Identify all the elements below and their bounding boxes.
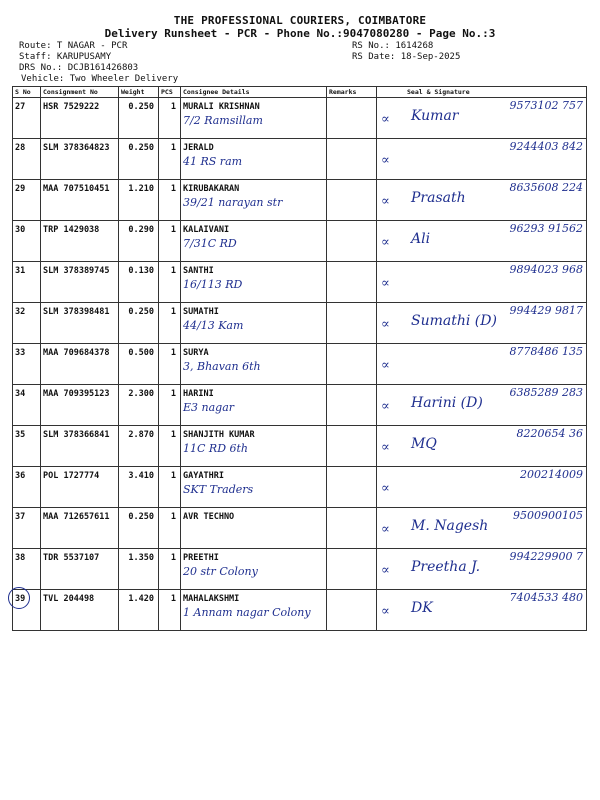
handwritten-address: E3 nagar: [183, 401, 235, 414]
signature-mark: ∝: [381, 112, 390, 127]
signature-cell: [377, 385, 587, 426]
sno-text: 36: [15, 471, 26, 481]
col-header: Consignee Details: [181, 87, 327, 98]
sno-text: 37: [15, 512, 26, 522]
weight-text: 0.250: [128, 143, 154, 153]
signature-mark: ∝: [381, 358, 390, 373]
weight-cell: [119, 221, 159, 262]
sno-text: 29: [15, 184, 26, 194]
sno-cell: [13, 426, 41, 467]
weight-text: 1.210: [128, 184, 154, 194]
signature-cell: [377, 98, 587, 139]
consignee-cell: [181, 98, 327, 139]
handwritten-address: 44/13 Kam: [183, 319, 244, 332]
pcs-text: 1: [170, 184, 176, 194]
table-header-row: [13, 87, 587, 98]
remarks-cell: [327, 262, 377, 303]
signature-mark: ∝: [381, 604, 390, 619]
handwritten-phone: 9573102 757: [509, 99, 583, 112]
consignment-cell: [41, 508, 119, 549]
pcs-cell: [159, 262, 181, 303]
pcs-cell: [159, 139, 181, 180]
pcs-cell: [159, 303, 181, 344]
remarks-cell: [327, 98, 377, 139]
weight-text: 2.300: [128, 389, 154, 399]
table-row: [13, 549, 587, 590]
vehicle-line: Vehicle: Two Wheeler Delivery: [21, 74, 179, 84]
pcs-cell: [159, 508, 181, 549]
weight-cell: [119, 590, 159, 631]
consignee-cell: [181, 426, 327, 467]
handwritten-address: SKT Traders: [183, 483, 254, 496]
handwritten-signature: DK: [411, 600, 433, 616]
consignment-cell: [41, 590, 119, 631]
consignment-text: TRP 1429038: [43, 225, 100, 235]
handwritten-address: 3, Bhavan 6th: [183, 360, 261, 373]
weight-text: 1.350: [128, 553, 154, 563]
consignment-cell: [41, 139, 119, 180]
consignee-text: MAHALAKSHMI: [183, 594, 240, 604]
staff-line: Staff: KARUPUSAMY: [19, 52, 112, 62]
consignment-text: TDR 5537107: [43, 553, 100, 563]
signature-cell: [377, 262, 587, 303]
weight-text: 0.290: [128, 225, 154, 235]
handwritten-address: 39/21 narayan str: [183, 196, 283, 209]
pcs-text: 1: [170, 512, 176, 522]
pcs-cell: [159, 221, 181, 262]
handwritten-phone: 9244403 842: [509, 140, 583, 153]
handwritten-signature: Kumar: [411, 108, 459, 124]
table-row: [13, 426, 587, 467]
weight-cell: [119, 303, 159, 344]
weight-cell: [119, 549, 159, 590]
delivery-table: [12, 86, 587, 631]
signature-mark: ∝: [381, 399, 390, 414]
route-line: Route: T NAGAR - PCR: [19, 41, 128, 51]
weight-cell: [119, 262, 159, 303]
consignee-text: SUMATHI: [183, 307, 219, 317]
col-header: Seal & Signature: [377, 87, 587, 98]
pcs-cell: [159, 467, 181, 508]
remarks-cell: [327, 549, 377, 590]
sno-cell: [13, 467, 41, 508]
sno-text: 39: [15, 594, 26, 604]
signature-mark: ∝: [381, 563, 390, 578]
consignment-cell: [41, 385, 119, 426]
consignee-text: KIRUBAKARAN: [183, 184, 240, 194]
sno-text: 28: [15, 143, 26, 153]
weight-cell: [119, 98, 159, 139]
consignment-text: HSR 7529222: [43, 102, 100, 112]
remarks-cell: [327, 139, 377, 180]
pcs-text: 1: [170, 430, 176, 440]
rs-no-line: RS No.: 1614268: [352, 41, 434, 51]
consignee-text: SHANJITH KUMAR: [183, 430, 255, 440]
handwritten-signature: Sumathi (D): [411, 313, 497, 329]
consignee-text: AVR TECHNO: [183, 512, 235, 522]
handwritten-phone: 9894023 968: [509, 263, 583, 276]
table-row: [13, 303, 587, 344]
consignee-text: KALAIVANI: [183, 225, 230, 235]
weight-cell: [119, 385, 159, 426]
handwritten-address: 7/2 Ramsillam: [183, 114, 263, 127]
consignee-cell: [181, 467, 327, 508]
pcs-text: 1: [170, 594, 176, 604]
consignment-text: SLM 378389745: [43, 266, 110, 276]
signature-mark: ∝: [381, 153, 390, 168]
consignee-cell: [181, 139, 327, 180]
handwritten-address: 1 Annam nagar Colony: [183, 606, 311, 619]
consignee-text: SANTHI: [183, 266, 214, 276]
table-row: [13, 344, 587, 385]
handwritten-address: 16/113 RD: [183, 278, 243, 291]
consignee-text: JERALD: [183, 143, 214, 153]
sno-text: 31: [15, 266, 26, 276]
pcs-text: 1: [170, 471, 176, 481]
signature-cell: [377, 139, 587, 180]
handwritten-phone: 994429 9817: [509, 304, 583, 317]
weight-text: 0.250: [128, 512, 154, 522]
consignment-cell: [41, 467, 119, 508]
weight-text: 3.410: [128, 471, 154, 481]
remarks-cell: [327, 221, 377, 262]
weight-cell: [119, 180, 159, 221]
handwritten-phone: 7404533 480: [509, 591, 583, 604]
remarks-cell: [327, 508, 377, 549]
sno-cell: [13, 303, 41, 344]
weight-text: 0.500: [128, 348, 154, 358]
handwritten-signature: Harini (D): [411, 395, 483, 411]
handwritten-phone: 8635608 224: [509, 181, 583, 194]
consignment-cell: [41, 180, 119, 221]
weight-cell: [119, 344, 159, 385]
handwritten-signature: Preetha J.: [411, 559, 481, 575]
handwritten-address: 41 RS ram: [183, 155, 243, 168]
pcs-cell: [159, 426, 181, 467]
signature-cell: [377, 303, 587, 344]
consignment-cell: [41, 549, 119, 590]
remarks-cell: [327, 467, 377, 508]
consignee-text: SURYA: [183, 348, 209, 358]
signature-cell: [377, 549, 587, 590]
col-header: S No: [13, 87, 41, 98]
pcs-cell: [159, 385, 181, 426]
weight-text: 1.420: [128, 594, 154, 604]
handwritten-signature: M. Nagesh: [411, 518, 489, 534]
consignee-cell: [181, 508, 327, 549]
handwritten-signature: MQ: [411, 436, 437, 452]
sno-cell: [13, 139, 41, 180]
signature-mark: ∝: [381, 317, 390, 332]
col-header: Weight: [119, 87, 159, 98]
weight-cell: [119, 508, 159, 549]
remarks-cell: [327, 303, 377, 344]
consignee-cell: [181, 549, 327, 590]
col-header: Consignment No: [41, 87, 119, 98]
signature-cell: [377, 344, 587, 385]
signature-mark: ∝: [381, 522, 390, 537]
sno-text: 32: [15, 307, 26, 317]
circled-row-marker: [8, 587, 30, 609]
handwritten-signature: Ali: [411, 231, 431, 247]
remarks-cell: [327, 426, 377, 467]
signature-cell: [377, 508, 587, 549]
signature-mark: ∝: [381, 235, 390, 250]
consignee-text: HARINI: [183, 389, 214, 399]
pcs-cell: [159, 549, 181, 590]
pcs-text: 1: [170, 143, 176, 153]
consignment-text: MAA 707510451: [43, 184, 110, 194]
remarks-cell: [327, 180, 377, 221]
weight-text: 0.250: [128, 307, 154, 317]
weight-cell: [119, 426, 159, 467]
signature-cell: [377, 180, 587, 221]
consignment-text: SLM 378366841: [43, 430, 110, 440]
consignment-text: MAA 709684378: [43, 348, 110, 358]
weight-cell: [119, 467, 159, 508]
handwritten-phone: 8778486 135: [509, 345, 583, 358]
company-title: THE PROFESSIONAL COURIERS, COIMBATORE: [173, 14, 427, 27]
sno-cell: [13, 508, 41, 549]
handwritten-phone: 8220654 36: [516, 427, 583, 440]
remarks-cell: [327, 385, 377, 426]
handwritten-phone: 9500900105: [513, 509, 583, 522]
table-row: [13, 262, 587, 303]
consignment-text: SLM 378364823: [43, 143, 110, 153]
signature-cell: [377, 590, 587, 631]
consignee-cell: [181, 303, 327, 344]
consignment-cell: [41, 344, 119, 385]
consignment-text: POL 1727774: [43, 471, 100, 481]
sno-cell: [13, 262, 41, 303]
signature-mark: ∝: [381, 194, 390, 209]
table-row: [13, 467, 587, 508]
table-row: [13, 98, 587, 139]
consignment-cell: [41, 98, 119, 139]
consignee-cell: [181, 180, 327, 221]
table-row: [13, 139, 587, 180]
col-header: Remarks: [327, 87, 377, 98]
runsheet-meta-left: [19, 41, 178, 85]
consignee-cell: [181, 262, 327, 303]
handwritten-address: 20 str Colony: [183, 565, 258, 578]
table-row: [13, 508, 587, 549]
signature-cell: [377, 221, 587, 262]
pcs-cell: [159, 180, 181, 221]
sno-cell: [13, 385, 41, 426]
consignment-text: SLM 378398481: [43, 307, 110, 317]
table-row: [13, 385, 587, 426]
weight-text: 0.130: [128, 266, 154, 276]
remarks-cell: [327, 344, 377, 385]
consignee-text: MURALI KRISHNAN: [183, 102, 260, 112]
pcs-text: 1: [170, 307, 176, 317]
pcs-text: 1: [170, 553, 176, 563]
sno-text: 30: [15, 225, 26, 235]
handwritten-phone: 200214009: [520, 468, 583, 481]
consignment-cell: [41, 262, 119, 303]
runsheet-meta-right: [352, 41, 460, 63]
consignee-text: GAYATHRI: [183, 471, 224, 481]
handwritten-phone: 96293 91562: [509, 222, 583, 235]
consignee-cell: [181, 590, 327, 631]
handwritten-phone: 6385289 283: [509, 386, 583, 399]
pcs-text: 1: [170, 348, 176, 358]
runsheet-subtitle: Delivery Runsheet - PCR - Phone No.:9047080280 - Page No.:3: [104, 27, 496, 40]
consignment-text: MAA 712657611: [43, 512, 110, 522]
pcs-text: 1: [170, 266, 176, 276]
consignment-cell: [41, 221, 119, 262]
handwritten-phone: 994229900 7: [509, 550, 583, 563]
sno-text: 34: [15, 389, 26, 399]
weight-cell: [119, 139, 159, 180]
pcs-cell: [159, 590, 181, 631]
signature-mark: ∝: [381, 276, 390, 291]
sno-cell: [13, 221, 41, 262]
signature-cell: [377, 467, 587, 508]
remarks-cell: [327, 590, 377, 631]
table-row: [13, 221, 587, 262]
consignment-text: MAA 709395123: [43, 389, 110, 399]
rs-date-line: RS Date: 18-Sep-2025: [352, 52, 461, 62]
consignee-text: PREETHI: [183, 553, 219, 563]
consignment-cell: [41, 426, 119, 467]
signature-mark: ∝: [381, 481, 390, 496]
weight-text: 2.870: [128, 430, 154, 440]
handwritten-address: 11C RD 6th: [183, 442, 249, 455]
signature-cell: [377, 426, 587, 467]
sno-text: 35: [15, 430, 26, 440]
consignment-cell: [41, 303, 119, 344]
drs-line: DRS No.: DCJB161426803: [19, 63, 139, 73]
col-header: PCS: [159, 87, 181, 98]
weight-text: 0.250: [128, 102, 154, 112]
pcs-cell: [159, 98, 181, 139]
consignee-cell: [181, 221, 327, 262]
sno-text: 27: [15, 102, 26, 112]
handwritten-signature: Prasath: [411, 190, 466, 206]
consignee-cell: [181, 385, 327, 426]
sno-text: 38: [15, 553, 26, 563]
consignment-text: TVL 204498: [43, 594, 95, 604]
pcs-text: 1: [170, 102, 176, 112]
signature-mark: ∝: [381, 440, 390, 455]
sno-text: 33: [15, 348, 26, 358]
pcs-text: 1: [170, 225, 176, 235]
pcs-cell: [159, 344, 181, 385]
sno-cell: [13, 549, 41, 590]
sno-cell: [13, 98, 41, 139]
pcs-text: 1: [170, 389, 176, 399]
consignee-cell: [181, 344, 327, 385]
sno-cell: [13, 180, 41, 221]
sno-cell: [13, 344, 41, 385]
table-row: [13, 590, 587, 631]
table-row: [13, 180, 587, 221]
handwritten-address: 7/31C RD: [183, 237, 237, 250]
